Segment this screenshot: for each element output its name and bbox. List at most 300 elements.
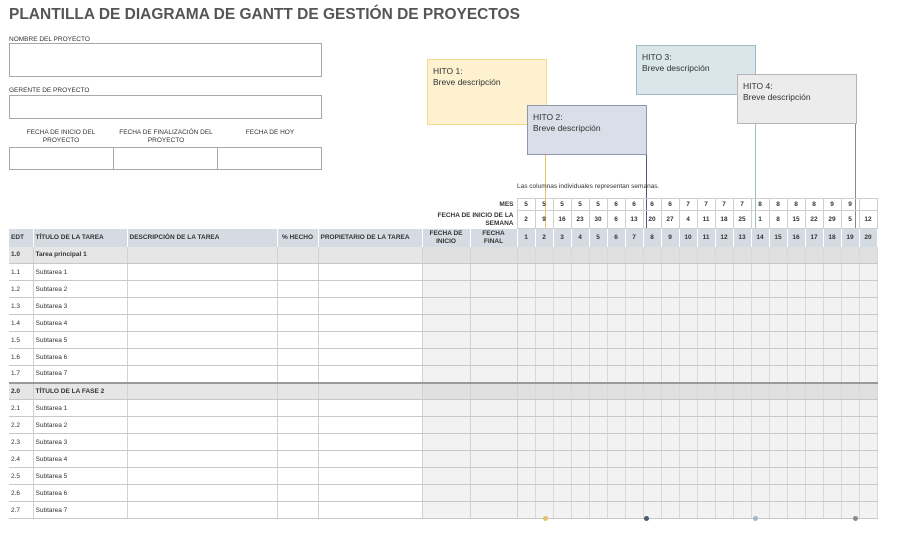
gantt-week-cell[interactable] [643,451,661,468]
task-end-date[interactable] [470,417,517,434]
gantt-week-cell[interactable] [733,349,751,366]
task-start-date[interactable] [422,434,470,451]
gantt-week-cell[interactable] [787,366,805,383]
task-pct-done[interactable] [277,400,318,417]
project-manager-field[interactable] [9,95,322,119]
gantt-week-cell[interactable] [625,298,643,315]
gantt-week-cell[interactable] [715,298,733,315]
task-title[interactable]: TÍTULO DE LA FASE 2 [33,383,127,400]
gantt-week-cell[interactable] [859,366,877,383]
gantt-week-cell[interactable] [769,298,787,315]
gantt-week-cell[interactable] [841,264,859,281]
gantt-week-cell[interactable] [553,468,571,485]
milestone-4[interactable] [737,74,857,124]
gantt-week-cell[interactable] [607,366,625,383]
task-row[interactable] [9,315,877,332]
gantt-week-cell[interactable] [535,281,553,298]
gantt-week-cell[interactable] [571,468,589,485]
phase-row[interactable] [9,383,877,400]
gantt-week-cell[interactable] [643,366,661,383]
task-pct-done[interactable] [277,315,318,332]
gantt-week-cell[interactable] [697,247,715,264]
task-pct-done[interactable] [277,366,318,383]
gantt-week-cell[interactable] [661,468,679,485]
task-pct-done[interactable] [277,468,318,485]
gantt-week-cell[interactable] [859,332,877,349]
gantt-week-cell[interactable] [607,383,625,400]
gantt-week-cell[interactable] [625,502,643,519]
gantt-week-cell[interactable] [859,417,877,434]
gantt-week-cell[interactable] [553,502,571,519]
gantt-week-cell[interactable] [787,400,805,417]
gantt-week-cell[interactable] [787,332,805,349]
gantt-week-cell[interactable] [787,502,805,519]
gantt-week-cell[interactable] [769,468,787,485]
gantt-week-cell[interactable] [517,485,535,502]
gantt-week-cell[interactable] [661,400,679,417]
gantt-week-cell[interactable] [787,434,805,451]
gantt-week-cell[interactable] [823,434,841,451]
gantt-week-cell[interactable] [841,281,859,298]
gantt-week-cell[interactable] [787,383,805,400]
task-row[interactable] [9,502,877,519]
gantt-week-cell[interactable] [823,451,841,468]
task-title[interactable]: Subtarea 2 [33,281,127,298]
gantt-week-cell[interactable] [733,451,751,468]
gantt-week-cell[interactable] [733,281,751,298]
gantt-week-cell[interactable] [535,298,553,315]
task-start-date[interactable] [422,400,470,417]
gantt-week-cell[interactable] [769,264,787,281]
gantt-week-cell[interactable] [823,417,841,434]
gantt-week-cell[interactable] [805,366,823,383]
gantt-week-cell[interactable] [787,247,805,264]
gantt-week-cell[interactable] [679,383,697,400]
gantt-week-cell[interactable] [751,366,769,383]
gantt-week-cell[interactable] [535,332,553,349]
gantt-week-cell[interactable] [661,264,679,281]
gantt-week-cell[interactable] [715,400,733,417]
gantt-week-cell[interactable] [841,366,859,383]
gantt-week-cell[interactable] [841,451,859,468]
gantt-week-cell[interactable] [661,502,679,519]
task-pct-done[interactable] [277,485,318,502]
gantt-week-cell[interactable] [643,383,661,400]
gantt-week-cell[interactable] [715,451,733,468]
start-date-field[interactable] [10,148,114,169]
task-start-date[interactable] [422,468,470,485]
gantt-week-cell[interactable] [733,315,751,332]
gantt-week-cell[interactable] [859,468,877,485]
task-end-date[interactable] [470,247,517,264]
gantt-week-cell[interactable] [553,332,571,349]
task-start-date[interactable] [422,417,470,434]
gantt-week-cell[interactable] [769,281,787,298]
gantt-week-cell[interactable] [661,332,679,349]
gantt-week-cell[interactable] [769,349,787,366]
gantt-week-cell[interactable] [535,349,553,366]
task-description[interactable] [127,383,277,400]
gantt-week-cell[interactable] [751,281,769,298]
gantt-week-cell[interactable] [643,315,661,332]
gantt-week-cell[interactable] [805,281,823,298]
gantt-week-cell[interactable] [553,264,571,281]
gantt-week-cell[interactable] [697,434,715,451]
gantt-week-cell[interactable] [535,383,553,400]
gantt-week-cell[interactable] [589,400,607,417]
gantt-week-cell[interactable] [643,298,661,315]
gantt-week-cell[interactable] [859,349,877,366]
gantt-week-cell[interactable] [751,383,769,400]
gantt-week-cell[interactable] [697,417,715,434]
gantt-week-cell[interactable] [823,264,841,281]
gantt-week-cell[interactable] [679,400,697,417]
gantt-week-cell[interactable] [517,349,535,366]
gantt-week-cell[interactable] [553,451,571,468]
gantt-week-cell[interactable] [751,451,769,468]
gantt-week-cell[interactable] [535,264,553,281]
gantt-week-cell[interactable] [535,247,553,264]
gantt-week-cell[interactable] [625,349,643,366]
gantt-week-cell[interactable] [571,247,589,264]
gantt-week-cell[interactable] [517,281,535,298]
gantt-week-cell[interactable] [805,417,823,434]
task-pct-done[interactable] [277,383,318,400]
gantt-week-cell[interactable] [643,434,661,451]
task-start-date[interactable] [422,485,470,502]
gantt-week-cell[interactable] [661,349,679,366]
gantt-week-cell[interactable] [841,332,859,349]
task-owner[interactable] [318,485,422,502]
gantt-week-cell[interactable] [643,400,661,417]
gantt-week-cell[interactable] [697,383,715,400]
gantt-week-cell[interactable] [679,315,697,332]
task-end-date[interactable] [470,400,517,417]
gantt-week-cell[interactable] [517,264,535,281]
gantt-week-cell[interactable] [571,434,589,451]
task-start-date[interactable] [422,451,470,468]
gantt-week-cell[interactable] [679,468,697,485]
gantt-week-cell[interactable] [859,400,877,417]
gantt-week-cell[interactable] [679,417,697,434]
gantt-week-cell[interactable] [859,485,877,502]
gantt-week-cell[interactable] [517,332,535,349]
gantt-week-cell[interactable] [625,451,643,468]
gantt-week-cell[interactable] [697,298,715,315]
gantt-week-cell[interactable] [805,298,823,315]
gantt-week-cell[interactable] [823,366,841,383]
gantt-week-cell[interactable] [679,366,697,383]
gantt-week-cell[interactable] [769,485,787,502]
gantt-week-cell[interactable] [859,281,877,298]
gantt-week-cell[interactable] [679,485,697,502]
gantt-week-cell[interactable] [517,468,535,485]
gantt-week-cell[interactable] [787,468,805,485]
task-row[interactable] [9,468,877,485]
gantt-week-cell[interactable] [625,434,643,451]
gantt-week-cell[interactable] [517,417,535,434]
gantt-week-cell[interactable] [607,247,625,264]
gantt-week-cell[interactable] [823,332,841,349]
gantt-week-cell[interactable] [841,349,859,366]
gantt-week-cell[interactable] [823,400,841,417]
gantt-week-cell[interactable] [679,298,697,315]
gantt-week-cell[interactable] [733,400,751,417]
gantt-week-cell[interactable] [733,247,751,264]
gantt-week-cell[interactable] [679,332,697,349]
gantt-week-cell[interactable] [661,434,679,451]
gantt-week-cell[interactable] [715,247,733,264]
gantt-week-cell[interactable] [733,468,751,485]
task-end-date[interactable] [470,349,517,366]
gantt-week-cell[interactable] [805,315,823,332]
gantt-week-cell[interactable] [643,247,661,264]
gantt-week-cell[interactable] [607,468,625,485]
gantt-week-cell[interactable] [697,332,715,349]
gantt-week-cell[interactable] [643,417,661,434]
task-row[interactable] [9,400,877,417]
gantt-week-cell[interactable] [643,281,661,298]
gantt-week-cell[interactable] [553,298,571,315]
task-title[interactable]: Subtarea 2 [33,417,127,434]
gantt-week-cell[interactable] [625,485,643,502]
gantt-week-cell[interactable] [607,502,625,519]
gantt-week-cell[interactable] [553,315,571,332]
gantt-week-cell[interactable] [751,247,769,264]
gantt-week-cell[interactable] [805,434,823,451]
gantt-week-cell[interactable] [823,298,841,315]
gantt-week-cell[interactable] [589,281,607,298]
task-description[interactable] [127,247,277,264]
gantt-week-cell[interactable] [805,383,823,400]
task-title[interactable]: Subtarea 3 [33,434,127,451]
task-pct-done[interactable] [277,247,318,264]
gantt-week-cell[interactable] [607,281,625,298]
gantt-week-cell[interactable] [625,417,643,434]
task-owner[interactable] [318,434,422,451]
gantt-week-cell[interactable] [571,298,589,315]
gantt-week-cell[interactable] [751,315,769,332]
gantt-week-cell[interactable] [571,485,589,502]
gantt-week-cell[interactable] [571,366,589,383]
gantt-week-cell[interactable] [589,451,607,468]
gantt-week-cell[interactable] [661,383,679,400]
task-description[interactable] [127,264,277,281]
gantt-week-cell[interactable] [625,468,643,485]
gantt-week-cell[interactable] [589,468,607,485]
gantt-week-cell[interactable] [751,485,769,502]
gantt-week-cell[interactable] [607,417,625,434]
gantt-week-cell[interactable] [805,468,823,485]
today-date-field[interactable] [218,148,322,169]
gantt-week-cell[interactable] [625,281,643,298]
task-owner[interactable] [318,315,422,332]
gantt-week-cell[interactable] [607,264,625,281]
task-owner[interactable] [318,366,422,383]
gantt-week-cell[interactable] [589,247,607,264]
gantt-week-cell[interactable] [841,400,859,417]
gantt-week-cell[interactable] [661,298,679,315]
gantt-week-cell[interactable] [841,298,859,315]
gantt-week-cell[interactable] [769,400,787,417]
gantt-week-cell[interactable] [571,264,589,281]
gantt-week-cell[interactable] [661,281,679,298]
task-owner[interactable] [318,502,422,519]
task-end-date[interactable] [470,315,517,332]
gantt-week-cell[interactable] [535,485,553,502]
gantt-week-cell[interactable] [841,315,859,332]
task-owner[interactable] [318,468,422,485]
task-end-date[interactable] [470,332,517,349]
gantt-week-cell[interactable] [787,264,805,281]
gantt-week-cell[interactable] [715,281,733,298]
gantt-week-cell[interactable] [517,247,535,264]
gantt-week-cell[interactable] [661,485,679,502]
gantt-week-cell[interactable] [823,281,841,298]
gantt-week-cell[interactable] [589,383,607,400]
gantt-week-cell[interactable] [805,264,823,281]
gantt-week-cell[interactable] [769,332,787,349]
gantt-week-cell[interactable] [733,383,751,400]
gantt-week-cell[interactable] [679,247,697,264]
task-end-date[interactable] [470,468,517,485]
task-description[interactable] [127,366,277,383]
gantt-week-cell[interactable] [625,366,643,383]
gantt-week-cell[interactable] [697,349,715,366]
task-start-date[interactable] [422,349,470,366]
gantt-week-cell[interactable] [679,264,697,281]
gantt-week-cell[interactable] [517,315,535,332]
gantt-week-cell[interactable] [607,332,625,349]
task-description[interactable] [127,332,277,349]
gantt-week-cell[interactable] [589,332,607,349]
task-pct-done[interactable] [277,502,318,519]
gantt-week-cell[interactable] [553,247,571,264]
gantt-week-cell[interactable] [643,468,661,485]
gantt-week-cell[interactable] [535,468,553,485]
gantt-week-cell[interactable] [517,434,535,451]
task-description[interactable] [127,451,277,468]
gantt-week-cell[interactable] [661,451,679,468]
task-start-date[interactable] [422,502,470,519]
gantt-week-cell[interactable] [697,281,715,298]
gantt-week-cell[interactable] [679,281,697,298]
gantt-week-cell[interactable] [517,366,535,383]
gantt-week-cell[interactable] [535,400,553,417]
gantt-week-cell[interactable] [571,349,589,366]
task-row[interactable] [9,332,877,349]
gantt-week-cell[interactable] [769,247,787,264]
gantt-week-cell[interactable] [661,366,679,383]
task-row[interactable] [9,281,877,298]
gantt-week-cell[interactable] [589,298,607,315]
gantt-week-cell[interactable] [517,298,535,315]
gantt-week-cell[interactable] [607,315,625,332]
task-description[interactable] [127,502,277,519]
task-end-date[interactable] [470,281,517,298]
task-pct-done[interactable] [277,281,318,298]
task-owner[interactable] [318,247,422,264]
gantt-week-cell[interactable] [859,315,877,332]
task-row[interactable] [9,264,877,281]
gantt-week-cell[interactable] [661,247,679,264]
milestone-2[interactable] [527,105,647,155]
gantt-week-cell[interactable] [805,332,823,349]
gantt-week-cell[interactable] [607,434,625,451]
task-title[interactable]: Subtarea 7 [33,502,127,519]
task-description[interactable] [127,298,277,315]
task-start-date[interactable] [422,332,470,349]
gantt-week-cell[interactable] [715,417,733,434]
gantt-week-cell[interactable] [625,383,643,400]
gantt-week-cell[interactable] [805,451,823,468]
gantt-week-cell[interactable] [859,247,877,264]
gantt-week-cell[interactable] [697,502,715,519]
task-title[interactable]: Subtarea 5 [33,332,127,349]
gantt-week-cell[interactable] [589,502,607,519]
gantt-week-cell[interactable] [823,468,841,485]
gantt-week-cell[interactable] [733,332,751,349]
task-row[interactable] [9,366,877,383]
task-description[interactable] [127,434,277,451]
task-start-date[interactable] [422,298,470,315]
task-row[interactable] [9,349,877,366]
gantt-week-cell[interactable] [823,502,841,519]
gantt-week-cell[interactable] [805,400,823,417]
task-start-date[interactable] [422,281,470,298]
gantt-week-cell[interactable] [661,417,679,434]
gantt-week-cell[interactable] [679,451,697,468]
gantt-week-cell[interactable] [823,349,841,366]
gantt-week-cell[interactable] [607,298,625,315]
gantt-week-cell[interactable] [751,468,769,485]
gantt-week-cell[interactable] [769,502,787,519]
gantt-week-cell[interactable] [787,281,805,298]
gantt-week-cell[interactable] [769,366,787,383]
task-description[interactable] [127,349,277,366]
gantt-week-cell[interactable] [715,349,733,366]
gantt-week-cell[interactable] [607,485,625,502]
task-row[interactable] [9,451,877,468]
gantt-week-cell[interactable] [841,417,859,434]
gantt-week-cell[interactable] [553,400,571,417]
task-description[interactable] [127,417,277,434]
gantt-week-cell[interactable] [715,264,733,281]
task-end-date[interactable] [470,451,517,468]
gantt-week-cell[interactable] [787,298,805,315]
gantt-week-cell[interactable] [679,434,697,451]
gantt-week-cell[interactable] [733,502,751,519]
gantt-week-cell[interactable] [715,332,733,349]
task-title[interactable]: Subtarea 4 [33,451,127,468]
gantt-week-cell[interactable] [715,383,733,400]
gantt-week-cell[interactable] [625,400,643,417]
task-owner[interactable] [318,332,422,349]
gantt-week-cell[interactable] [823,383,841,400]
gantt-week-cell[interactable] [553,417,571,434]
gantt-week-cell[interactable] [553,349,571,366]
gantt-week-cell[interactable] [625,247,643,264]
gantt-week-cell[interactable] [571,400,589,417]
task-pct-done[interactable] [277,349,318,366]
task-title[interactable]: Subtarea 5 [33,468,127,485]
gantt-week-cell[interactable] [643,485,661,502]
gantt-week-cell[interactable] [805,247,823,264]
gantt-week-cell[interactable] [517,502,535,519]
gantt-week-cell[interactable] [787,315,805,332]
task-end-date[interactable] [470,298,517,315]
gantt-week-cell[interactable] [571,332,589,349]
